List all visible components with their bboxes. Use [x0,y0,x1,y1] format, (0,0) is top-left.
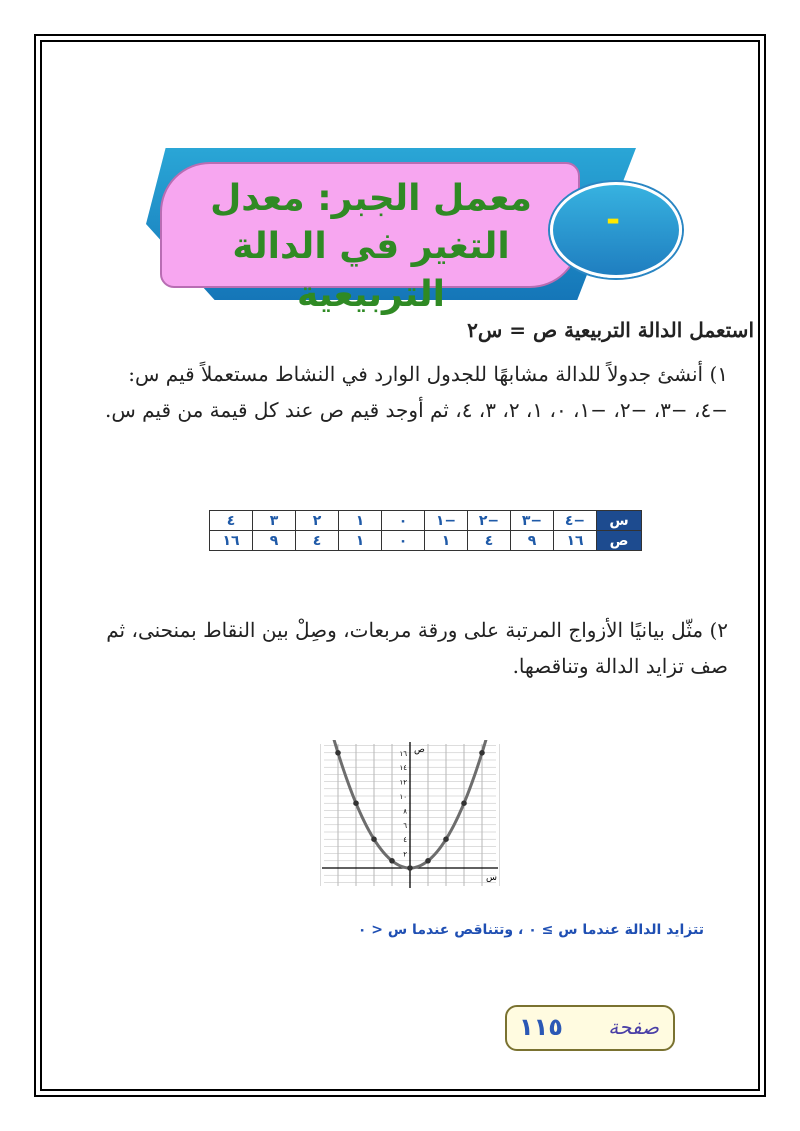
table-cell: ١ [339,511,382,531]
table-row-x [210,511,642,531]
y-tick-label: ١٦ [399,749,407,758]
question-1 [88,356,728,428]
table-cell: ٠ [382,531,425,551]
table-cell: ١ [339,531,382,551]
page-number: ١١٥ [519,1013,563,1041]
table-cell: −٢ [468,511,511,531]
graph-point [461,800,467,806]
y-tick-label: ١٢ [399,778,407,787]
graph-point [407,865,413,871]
question-1-number: ١) [709,362,728,386]
parabola-graph [320,740,500,890]
table-cell: ٢ [296,511,339,531]
lesson-badge-text: - [605,200,621,240]
table-cell: ٩ [253,531,296,551]
x-axis-label: س [486,873,497,883]
table-cell: ٩ [511,531,554,551]
values-table [209,510,642,551]
y-tick-label: ١٠ [399,793,407,801]
y-tick-label: ٨ [403,807,407,816]
graph-point [389,858,395,864]
lesson-title-line1: معمل الجبر: معدل [210,178,532,219]
graph-point [425,858,431,864]
y-tick-label: ١٤ [399,764,407,773]
table-cell: −١ [425,511,468,531]
y-tick-label: ٦ [403,821,407,830]
table-cell: ١ [425,531,468,551]
table-cell: ١٦ [210,531,253,551]
page-number-box [505,1005,675,1051]
table-cell: ١٦ [554,531,597,551]
question-2-text: مثّل بيانيًا الأزواج المرتبة على ورقة مربعات، وصِلْ بين النقاط بمنحنى، ثم صف تزايد الدالة وتناقصها. [106,618,728,678]
graph-point [371,836,377,842]
graph-point [443,836,449,842]
table-header-y: ص [597,531,642,551]
table-cell: ٣ [253,511,296,531]
graph-point [335,750,341,756]
graph-point [479,750,485,756]
table-cell: ٤ [210,511,253,531]
page-label: صفحة [608,1015,659,1039]
intro-instruction: استعمل الدالة التربيعية ص = س٢ [467,318,754,342]
question-2-number: ٢) [709,618,728,642]
y-tick-label: ٤ [403,836,407,845]
table-row-y [210,531,642,551]
y-tick-label: ٢ [403,850,407,859]
graph-point [353,800,359,806]
lesson-title-line2: التغير في الدالة التربيعية [232,226,510,315]
table-cell: −٤ [554,511,597,531]
lesson-title [168,175,574,319]
graph-y-ticks [399,750,407,859]
table-cell: ٤ [468,531,511,551]
table-cell: ٤ [296,531,339,551]
y-axis-label: ص [414,745,425,755]
table-cell: ٠ [382,511,425,531]
answer-text: تتزايد الدالة عندما س ≥ ٠ ، وتتناقص عندما س < ٠ [357,922,704,938]
table-cell: −٣ [511,511,554,531]
table-header-x: س [597,511,642,531]
question-1-text: أنشئ جدولاً للدالة مشابهًا للجدول الوارد في النشاط مستعملاً قيم س: −٤، −٣، −٢، −١، ٠، ١، ٢، ٣، ٤، ثم أوجد قيم ص عند كل قيمة من قيم س. [104,362,728,422]
question-2 [88,612,728,684]
